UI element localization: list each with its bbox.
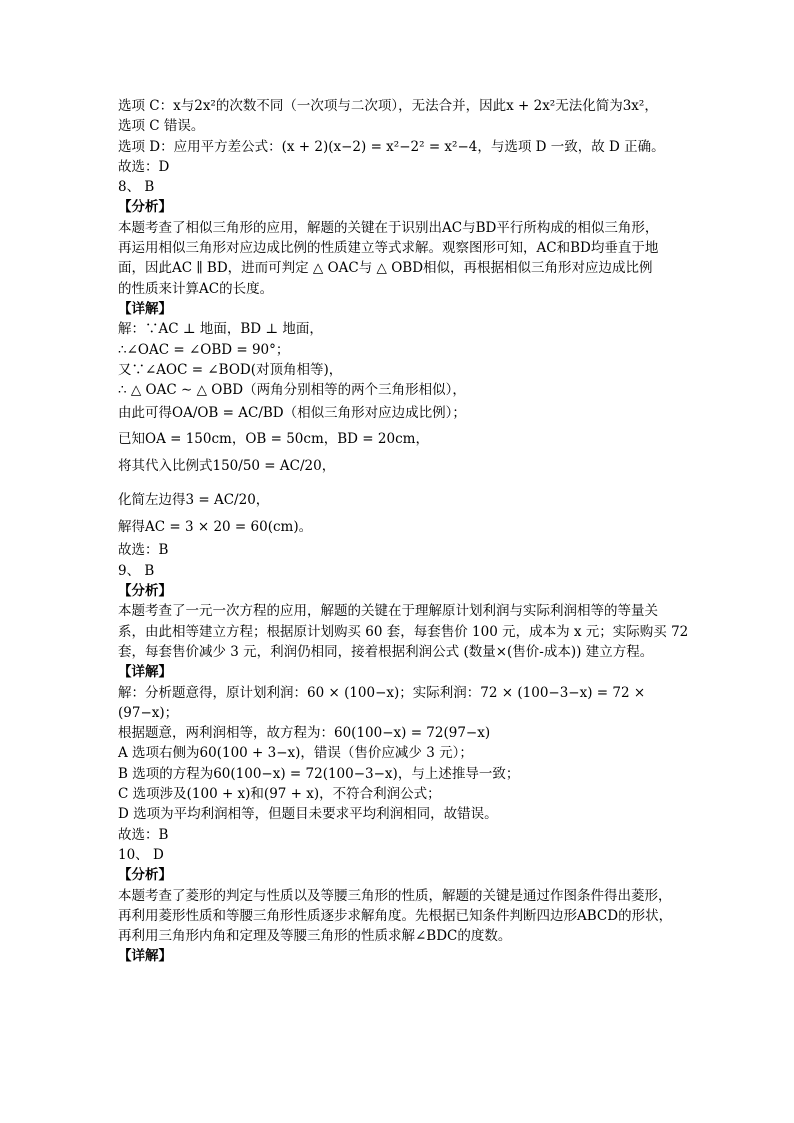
text-line: 又∵∠AOC = ∠BOD(对顶角相等)， — [118, 361, 343, 378]
text-line: 故选：B — [118, 542, 169, 559]
text-line: ∴ △ OAC ∼ △ OBD（两角分别相等的两个三角形相似）， — [118, 382, 466, 399]
text-line: 根据题意，两利润相等，故方程为：60(100−x) = 72(97−x) — [118, 725, 491, 742]
text-line: 解：∵AC ⊥ 地面，BD ⊥ 地面， — [118, 321, 323, 338]
question-number: 9、 B — [118, 562, 155, 579]
text-line: 本题考查了相似三角形的应用，解题的关键在于识别出AC与BD平行所构成的相似三角形， — [118, 219, 659, 236]
text-line: 故选：B — [118, 826, 169, 843]
text-line: B 选项的方程为60(100−x) = 72(100−3−x)，与上述推导一致； — [118, 765, 520, 782]
text-line: ∴∠OAC = ∠OBD = 90°； — [118, 341, 290, 358]
text-line: 再运用相似三角形对应边成比例的性质建立等式求解。观察图形可知，AC和BD均垂直于地 — [118, 240, 659, 257]
section-heading: 【详解】 — [118, 300, 172, 317]
question-number: 8、 B — [118, 179, 155, 196]
text-line: 套，每套售价减少 3 元，利润仍相同，接着根据利润公式 (数量×(售价-成本)) 建立方程。 — [118, 643, 654, 660]
text-line: 再利用三角形内角和定理及等腰三角形的性质求解∠BDC的度数。 — [118, 928, 512, 945]
text-line: 解得AC = 3 × 20 = 60(cm)。 — [118, 519, 313, 536]
text-line: 化简左边得3 = AC/20， — [118, 492, 270, 509]
text-line: 由此可得OA/OB = AC/BD（相似三角形对应边成比例）； — [118, 405, 466, 422]
text-line: 将其代入比例式150/50 = AC/20， — [118, 458, 336, 475]
text-line: 本题考查了一元一次方程的应用，解题的关键在于理解原计划利润与实际利润相等的等量关 — [118, 603, 658, 620]
text-line: A 选项右侧为60(100 + 3−x)，错误（售价应减少 3 元）； — [118, 745, 473, 762]
text-line: 的性质来计算AC的长度。 — [118, 280, 274, 297]
section-heading: 【分析】 — [118, 199, 172, 216]
text-line: D 选项为平均利润相等，但题目未要求平均利润相同，故错误。 — [118, 806, 498, 823]
question-number: 10、 D — [118, 846, 164, 863]
text-line: C 选项涉及(100 + x)和(97 + x)，不符合利润公式； — [118, 786, 441, 803]
section-heading: 【分析】 — [118, 867, 172, 884]
text-line: 故选：D — [118, 158, 170, 175]
text-line: 已知OA = 150cm，OB = 50cm，BD = 20cm， — [118, 431, 429, 448]
text-line: 系，由此相等建立方程；根据原计划购买 60 套，每套售价 100 元，成本为 x 元；实际购买 72 — [118, 623, 689, 640]
text-line: 本题考查了菱形的判定与性质以及等腰三角形的性质，解题的关键是通过作图条件得出菱形， — [118, 887, 672, 904]
text-line: 面，因此AC ∥ BD，进而可判定 △ OAC与 △ OBD相似，再根据相似三角形对应边成比例 — [118, 260, 653, 277]
section-heading: 【详解】 — [118, 948, 172, 965]
text-line: 再利用菱形性质和等腰三角形性质逐步求解角度。先根据已知条件判断四边形ABCD的形状， — [118, 907, 673, 924]
text-line: 选项 C 错误。 — [118, 118, 205, 135]
text-line: (97−x)； — [118, 704, 179, 721]
text-line: 选项 C：x与2x²的次数不同（一次项与二次项），无法合并，因此x + 2x²无法化简为3x²， — [118, 98, 658, 114]
section-heading: 【详解】 — [118, 664, 172, 681]
section-heading: 【分析】 — [118, 583, 172, 600]
text-line: 解：分析题意得，原计划利润：60 × (100−x)；实际利润：72 × (100−3−x) = 72 × — [118, 684, 646, 701]
document-page — [118, 96, 688, 967]
text-line: 选项 D：应用平方差公式：(x + 2)(x−2) = x²−2² = x²−4，与选项 D 一致，故 D 正确。 — [118, 138, 665, 155]
